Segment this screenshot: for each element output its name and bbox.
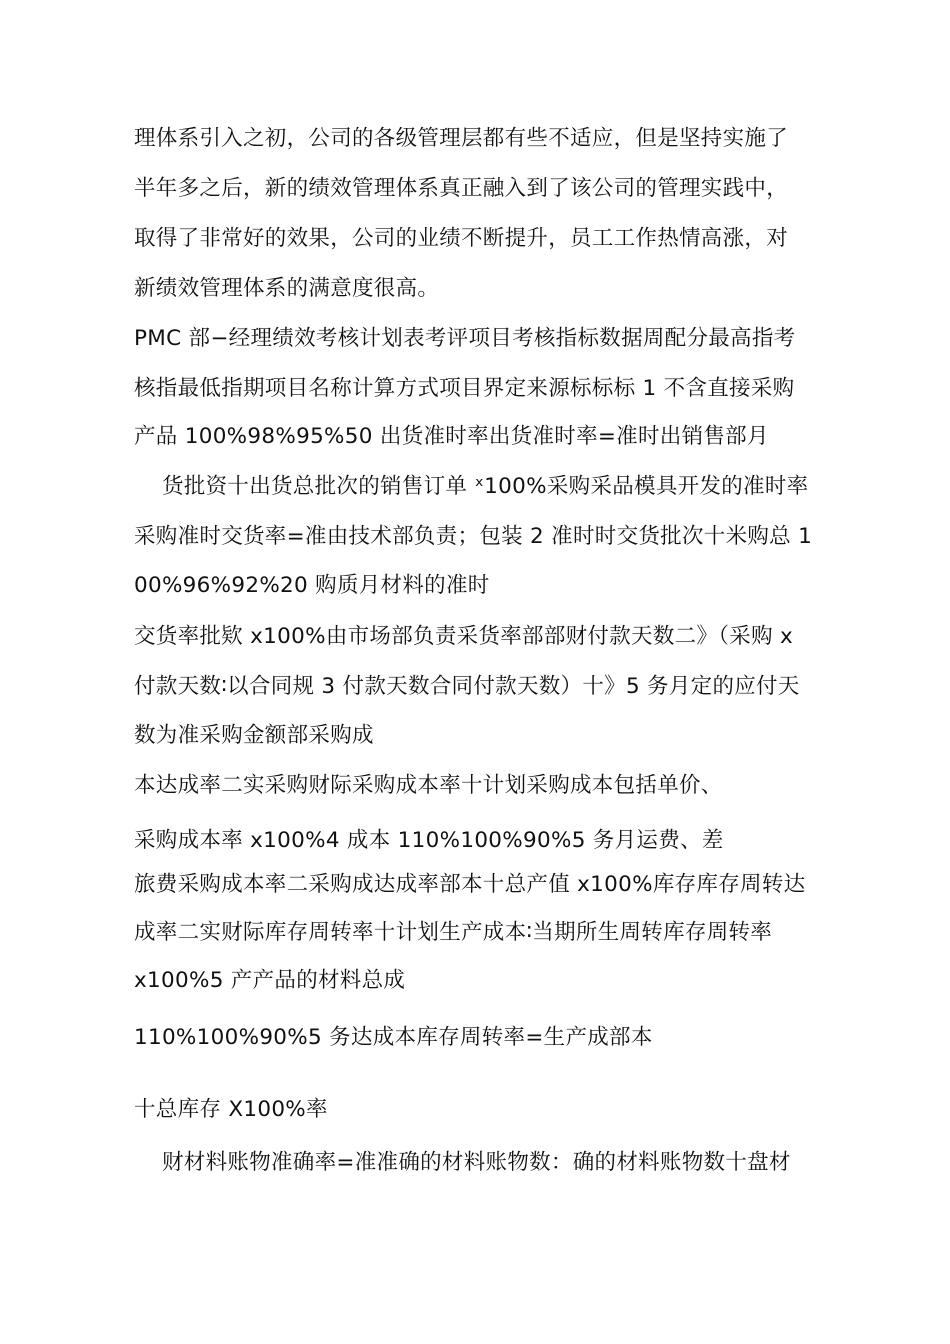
paragraph-line: 新绩效管理体系的满意度很高。 <box>134 276 440 301</box>
table-text-line: 旅费采购成本率二采购成达成率部本十总产值 x100%库存库存周转达 <box>134 872 806 897</box>
table-text-line: 成率二实财际库存周转率十计划生产成本∶当期所生周转库存周转率 <box>134 920 773 945</box>
paragraph-line: 半年多之后，新的绩效管理体系真正融入到了该公司的管理实践中， <box>134 176 789 201</box>
table-text-line: 财材料账物准确率=准准确的材料账物数：确的材料账物数十盘材 <box>162 1150 791 1175</box>
table-text-line: 核指最低指期项目名称计算方式项目界定来源标标标 1 不含直接采购 <box>134 376 795 401</box>
table-text-line: PMC 部−经理绩效考核计划表考评项目考核指标数据周配分最高指考 <box>134 326 796 351</box>
paragraph-line: 取得了非常好的效果，公司的业绩不断提升，员工工作热情高涨，对 <box>134 226 789 251</box>
table-text-line: 数为准采购金额部采购成 <box>134 723 374 748</box>
table-text-line: 交货率批欵 x100%由市场部负责采货率部部财付款天数二》（采购 x <box>134 624 794 649</box>
table-text-line: 产品 100%98%95%50 出货准时率出货准时率=准时出销售部月 <box>134 424 769 449</box>
table-text-line: 采购成本率 x100%4 成本 110%100%90%5 务月运费、差 <box>134 828 724 853</box>
table-text-line: 货批资十出货总批次的销售订单 ˣ100%采购采品模具开发的准时率 <box>162 474 809 499</box>
table-text-line: x100%5 产产品的材料总成 <box>134 968 406 993</box>
table-text-line: 本达成率二实采购财际采购成本率十计划采购成本包括单价、 <box>134 773 723 798</box>
table-text-line: 110%100%90%5 务达成本库存周转率=生产成部本 <box>134 1025 653 1050</box>
table-text-line: 采购准时交货率=准由技术部负责；包装 2 准时时交货批次十米购总 1 <box>134 524 813 549</box>
table-text-line: 付款天数∶以合同规 3 付款天数合同付款天数）十》5 务月定的应付天 <box>134 674 800 699</box>
table-text-line: 00%96%92%20 购质月材料的准时 <box>134 573 490 598</box>
table-text-line: 十总库存 X100%率 <box>134 1097 328 1122</box>
paragraph-line: 理体系引入之初，公司的各级管理层都有些不适应，但是坚持实施了 <box>134 126 789 151</box>
